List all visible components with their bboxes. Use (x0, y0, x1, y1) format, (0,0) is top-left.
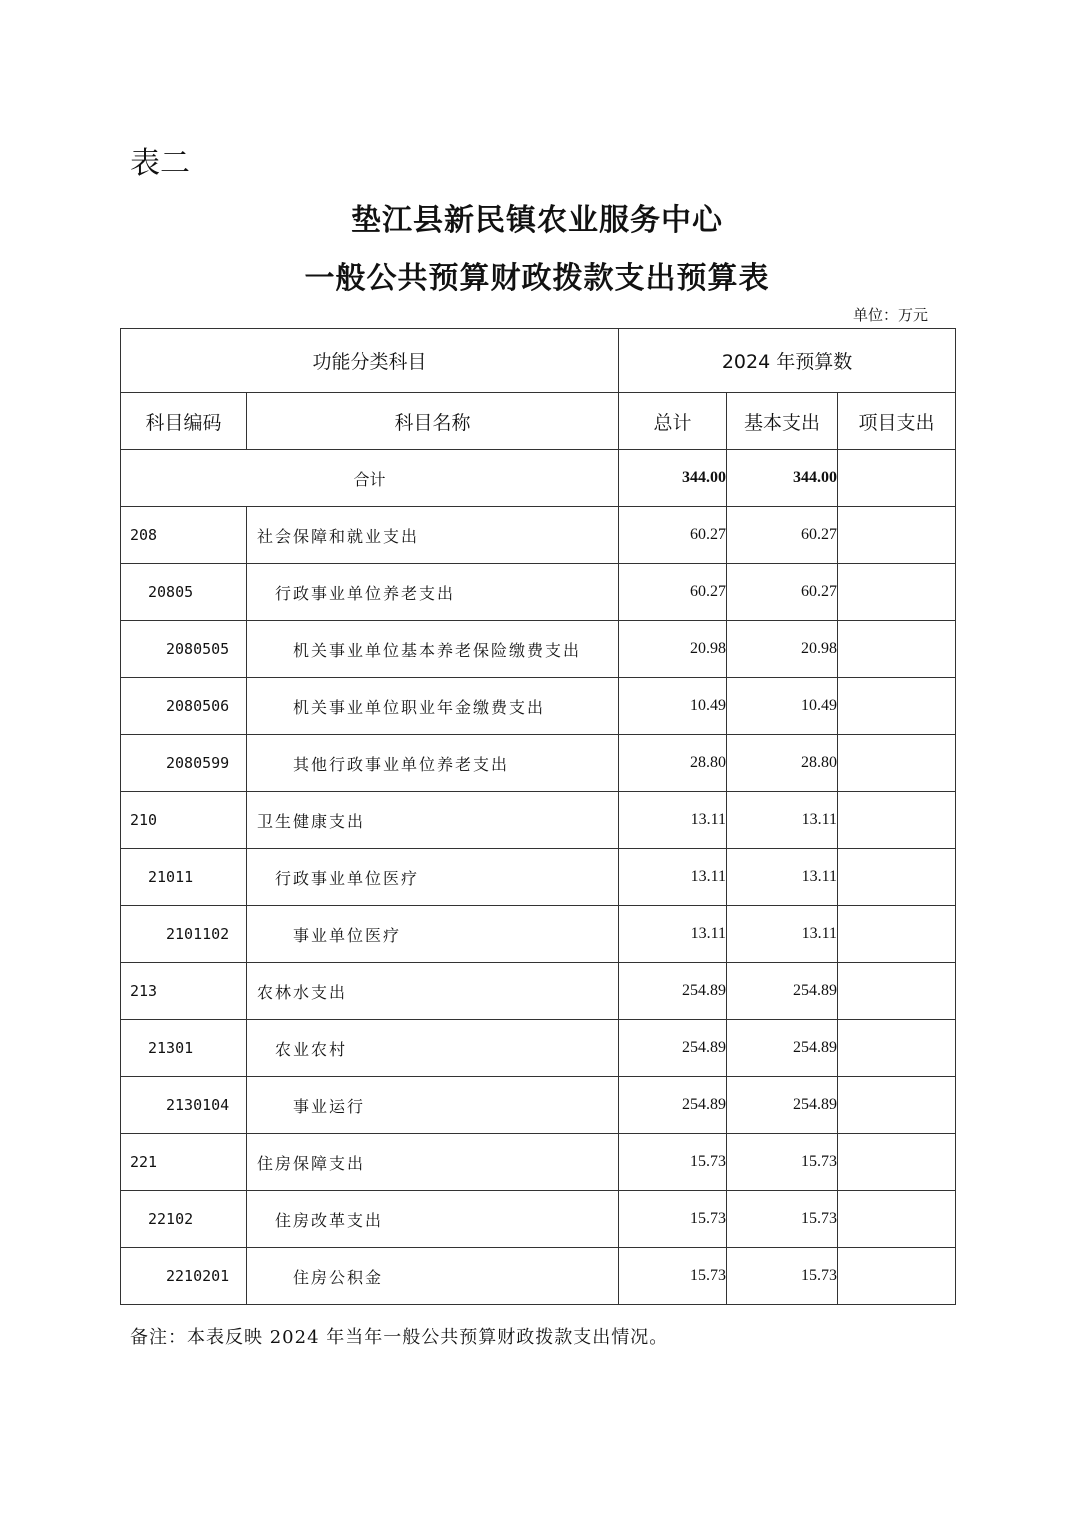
row-project (838, 792, 956, 849)
row-total: 28.80 (619, 735, 727, 792)
header-project: 项目支出 (838, 393, 956, 450)
row-basic: 20.98 (727, 621, 838, 678)
table-row (121, 1077, 956, 1134)
row-project (838, 1134, 956, 1191)
row-total: 60.27 (619, 507, 727, 564)
row-project (838, 1248, 956, 1305)
row-basic: 60.27 (727, 564, 838, 621)
table-row (121, 1191, 956, 1248)
row-project (838, 621, 956, 678)
row-name: 住房保障支出 (247, 1134, 619, 1191)
row-code: 221 (121, 1134, 247, 1191)
row-code: 21301 (121, 1020, 247, 1077)
row-basic: 13.11 (727, 792, 838, 849)
row-basic: 15.73 (727, 1191, 838, 1248)
table-row (121, 678, 956, 735)
header-code: 科目编码 (121, 393, 247, 450)
row-name: 社会保障和就业支出 (247, 507, 619, 564)
row-name: 行政事业单位养老支出 (247, 564, 619, 621)
row-code: 208 (121, 507, 247, 564)
row-name: 卫生健康支出 (247, 792, 619, 849)
header-total: 总计 (619, 393, 727, 450)
row-basic: 13.11 (727, 849, 838, 906)
table-row (121, 906, 956, 963)
table-row (121, 1020, 956, 1077)
row-code: 210 (121, 792, 247, 849)
row-project (838, 906, 956, 963)
table-row (121, 621, 956, 678)
table-row (121, 849, 956, 906)
row-total: 254.89 (619, 1020, 727, 1077)
row-total: 10.49 (619, 678, 727, 735)
row-code: 2101102 (121, 906, 247, 963)
table-row (121, 1134, 956, 1191)
row-total: 13.11 (619, 792, 727, 849)
row-code: 2210201 (121, 1248, 247, 1305)
row-total: 15.73 (619, 1248, 727, 1305)
row-name: 行政事业单位医疗 (247, 849, 619, 906)
row-code: 2130104 (121, 1077, 247, 1134)
row-code: 2080599 (121, 735, 247, 792)
total-row-total: 344.00 (619, 450, 727, 507)
row-total: 13.11 (619, 906, 727, 963)
total-row (121, 450, 956, 507)
row-basic: 254.89 (727, 963, 838, 1020)
row-project (838, 1077, 956, 1134)
row-basic: 15.73 (727, 1248, 838, 1305)
row-basic: 254.89 (727, 1077, 838, 1134)
row-name: 其他行政事业单位养老支出 (247, 735, 619, 792)
row-total: 15.73 (619, 1134, 727, 1191)
row-total: 60.27 (619, 564, 727, 621)
row-name: 住房改革支出 (247, 1191, 619, 1248)
row-project (838, 1020, 956, 1077)
header-function-category: 功能分类科目 (121, 329, 619, 393)
table-row (121, 564, 956, 621)
document-label: 表二 (130, 146, 190, 181)
row-basic: 60.27 (727, 507, 838, 564)
row-name: 事业运行 (247, 1077, 619, 1134)
row-basic: 28.80 (727, 735, 838, 792)
row-code: 21011 (121, 849, 247, 906)
row-basic: 13.11 (727, 906, 838, 963)
total-row-project (838, 450, 956, 507)
header-name: 科目名称 (247, 393, 619, 450)
header-basic: 基本支出 (727, 393, 838, 450)
unit-label: 单位：万元 (852, 306, 928, 324)
row-name: 农业农村 (247, 1020, 619, 1077)
page-subtitle: 一般公共预算财政拨款支出预算表 (304, 261, 770, 296)
table-body (121, 450, 956, 1305)
header-row-columns (121, 393, 956, 450)
row-name: 住房公积金 (247, 1248, 619, 1305)
header-row-group (121, 329, 956, 393)
row-total: 20.98 (619, 621, 727, 678)
row-basic: 254.89 (727, 1020, 838, 1077)
row-project (838, 507, 956, 564)
row-project (838, 1191, 956, 1248)
row-project (838, 735, 956, 792)
row-total: 15.73 (619, 1191, 727, 1248)
total-label: 合计 (121, 450, 619, 507)
row-total: 254.89 (619, 963, 727, 1020)
row-code: 213 (121, 963, 247, 1020)
row-project (838, 564, 956, 621)
page-title: 垫江县新民镇农业服务中心 (351, 203, 723, 238)
row-project (838, 963, 956, 1020)
total-row-basic: 344.00 (727, 450, 838, 507)
table-row (121, 507, 956, 564)
header-budget-year: 2024 年预算数 (619, 329, 956, 393)
row-name: 事业单位医疗 (247, 906, 619, 963)
row-basic: 15.73 (727, 1134, 838, 1191)
row-project (838, 678, 956, 735)
row-name: 农林水支出 (247, 963, 619, 1020)
table-row (121, 1248, 956, 1305)
row-code: 20805 (121, 564, 247, 621)
row-project (838, 849, 956, 906)
row-code: 2080505 (121, 621, 247, 678)
table-row (121, 963, 956, 1020)
row-basic: 10.49 (727, 678, 838, 735)
table-row (121, 792, 956, 849)
table-row (121, 735, 956, 792)
row-name: 机关事业单位职业年金缴费支出 (247, 678, 619, 735)
row-code: 2080506 (121, 678, 247, 735)
budget-table (120, 328, 956, 1305)
footnote: 备注：本表反映 2024 年当年一般公共预算财政拨款支出情况。 (130, 1327, 669, 1348)
row-total: 13.11 (619, 849, 727, 906)
row-code: 22102 (121, 1191, 247, 1248)
row-total: 254.89 (619, 1077, 727, 1134)
row-name: 机关事业单位基本养老保险缴费支出 (247, 621, 619, 678)
